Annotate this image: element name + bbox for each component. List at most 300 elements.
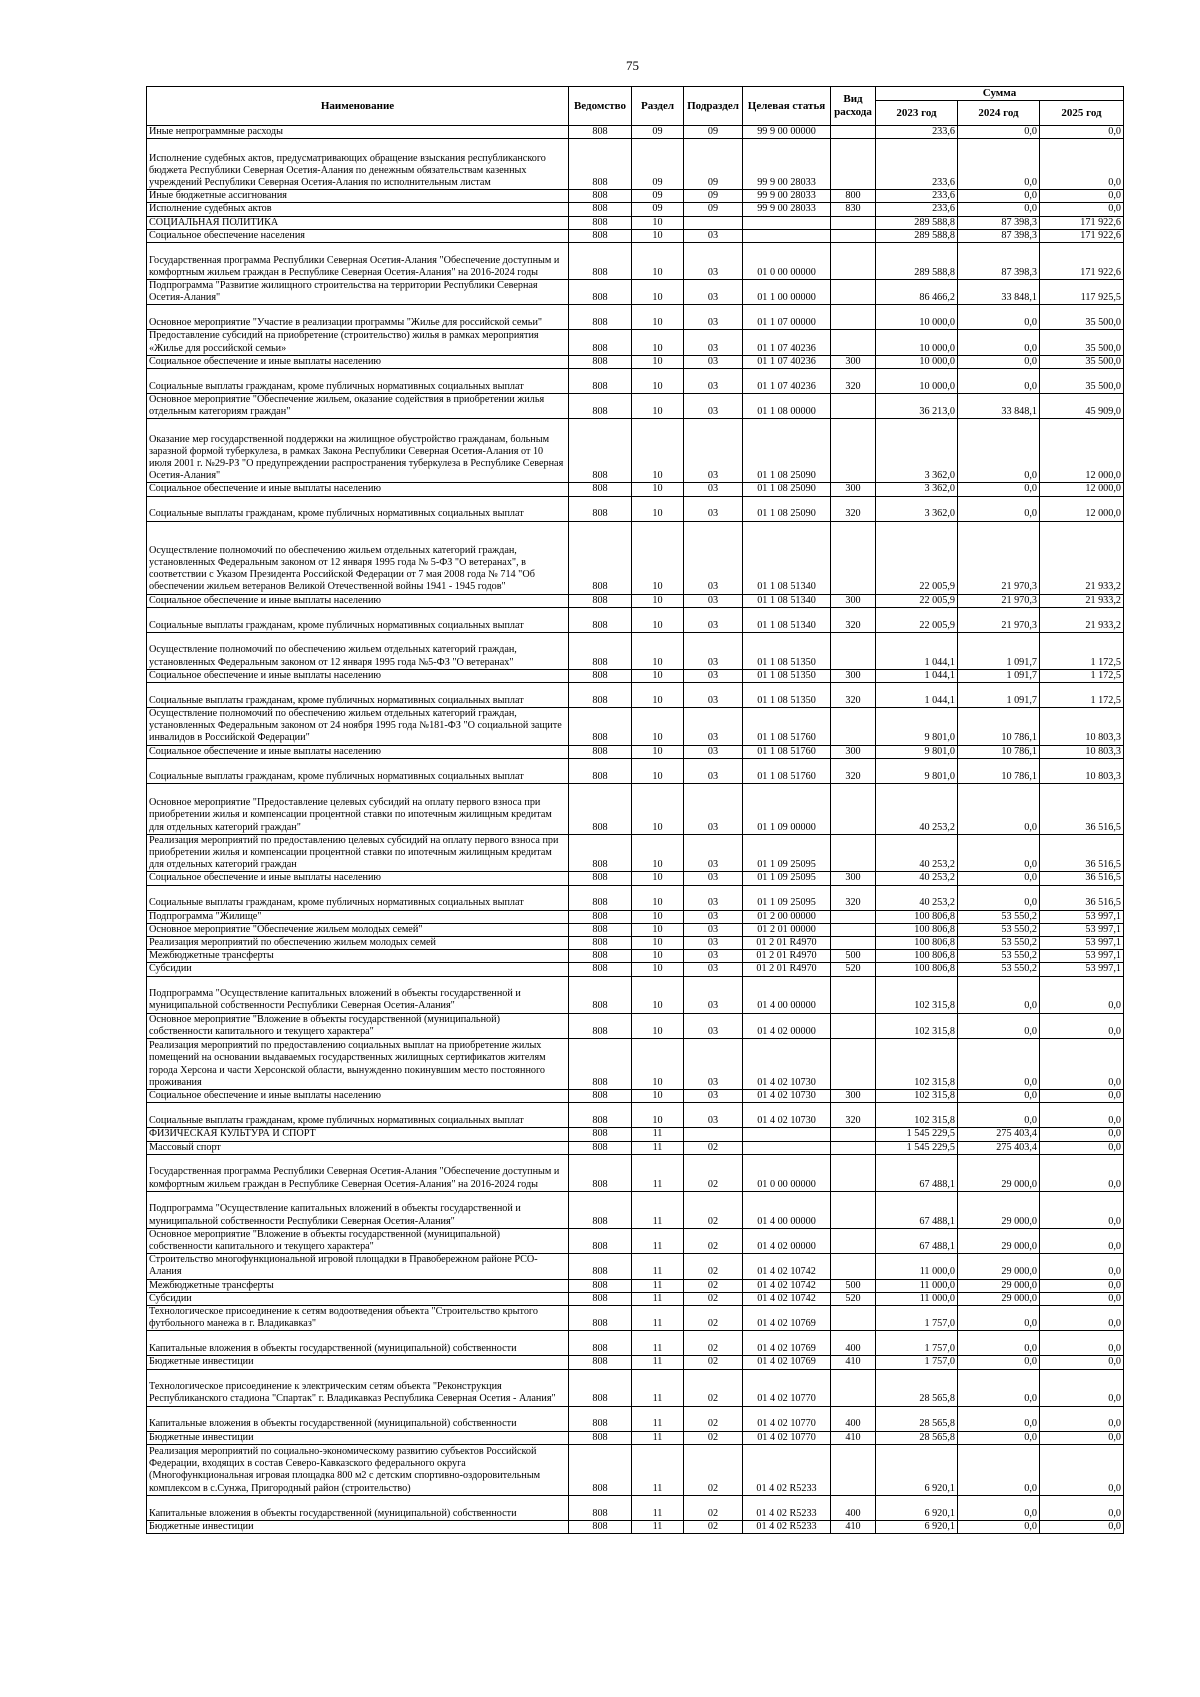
header-vedomstvo: Ведомство — [569, 87, 632, 126]
cell-vedomstvo: 808 — [569, 834, 632, 872]
cell-vedomstvo: 808 — [569, 1039, 632, 1090]
cell-sum-2023: 100 806,8 — [876, 910, 958, 923]
cell-celevaya-statya: 01 4 02 10742 — [743, 1279, 831, 1292]
cell-podrazdel: 03 — [684, 783, 743, 834]
cell-podrazdel: 03 — [684, 885, 743, 910]
table-row — [147, 190, 1124, 203]
cell-sum-2023: 102 315,8 — [876, 1039, 958, 1090]
cell-sum-2025: 21 933,2 — [1040, 607, 1124, 632]
cell-vid-raskhoda — [831, 976, 876, 1013]
cell-vid-raskhoda: 300 — [831, 1090, 876, 1103]
cell-razdel: 11 — [632, 1154, 684, 1191]
cell-razdel: 11 — [632, 1254, 684, 1279]
cell-vid-raskhoda: 320 — [831, 758, 876, 783]
cell-sum-2025: 0,0 — [1040, 1228, 1124, 1253]
cell-sum-2023: 40 253,2 — [876, 885, 958, 910]
cell-sum-2023: 36 213,0 — [876, 394, 958, 419]
cell-podrazdel: 03 — [684, 243, 743, 280]
cell-vid-raskhoda: 410 — [831, 1520, 876, 1533]
cell-razdel: 11 — [632, 1292, 684, 1305]
cell-sum-2025: 53 997,1 — [1040, 923, 1124, 936]
cell-celevaya-statya: 01 2 01 00000 — [743, 923, 831, 936]
cell-razdel: 11 — [632, 1305, 684, 1330]
cell-razdel: 10 — [632, 496, 684, 521]
cell-vedomstvo: 808 — [569, 976, 632, 1013]
table-row — [147, 330, 1124, 355]
header-2025: 2025 год — [1040, 101, 1124, 126]
table-row — [147, 1431, 1124, 1444]
cell-razdel: 10 — [632, 950, 684, 963]
cell-celevaya-statya: 01 1 08 25090 — [743, 483, 831, 496]
cell-vedomstvo: 808 — [569, 1495, 632, 1520]
cell-vedomstvo: 808 — [569, 1520, 632, 1533]
cell-razdel: 10 — [632, 1090, 684, 1103]
cell-podrazdel: 03 — [684, 229, 743, 242]
cell-sum-2024: 1 091,7 — [958, 669, 1040, 682]
cell-name: Подпрограмма "Жилище" — [147, 910, 569, 923]
cell-sum-2025: 35 500,0 — [1040, 305, 1124, 330]
cell-sum-2023: 10 000,0 — [876, 355, 958, 368]
cell-sum-2023: 6 920,1 — [876, 1520, 958, 1533]
table-row — [147, 126, 1124, 139]
cell-sum-2024: 0,0 — [958, 305, 1040, 330]
cell-podrazdel: 02 — [684, 1141, 743, 1154]
cell-vedomstvo: 808 — [569, 937, 632, 950]
cell-sum-2025: 10 803,3 — [1040, 745, 1124, 758]
table-header-row — [147, 87, 1124, 101]
cell-vedomstvo: 808 — [569, 758, 632, 783]
cell-name: Социальное обеспечение и иные выплаты населению — [147, 483, 569, 496]
header-vid-raskhoda: Вид расхода — [831, 87, 876, 126]
cell-name: Социальное обеспечение и иные выплаты населению — [147, 872, 569, 885]
cell-sum-2025: 0,0 — [1040, 1013, 1124, 1038]
cell-podrazdel: 03 — [684, 419, 743, 483]
cell-podrazdel: 03 — [684, 963, 743, 976]
cell-razdel: 11 — [632, 1431, 684, 1444]
table-row — [147, 355, 1124, 368]
cell-razdel: 10 — [632, 216, 684, 229]
table-row — [147, 203, 1124, 216]
cell-celevaya-statya: 01 4 02 10730 — [743, 1090, 831, 1103]
cell-sum-2025: 53 997,1 — [1040, 963, 1124, 976]
cell-sum-2025: 0,0 — [1040, 139, 1124, 190]
cell-sum-2024: 10 786,1 — [958, 745, 1040, 758]
cell-razdel: 10 — [632, 419, 684, 483]
cell-vid-raskhoda — [831, 708, 876, 746]
cell-sum-2023: 11 000,0 — [876, 1292, 958, 1305]
cell-podrazdel: 09 — [684, 139, 743, 190]
cell-podrazdel: 09 — [684, 126, 743, 139]
cell-vid-raskhoda — [831, 521, 876, 594]
cell-name: Социальные выплаты гражданам, кроме публичных нормативных социальных выплат — [147, 758, 569, 783]
cell-sum-2023: 40 253,2 — [876, 783, 958, 834]
cell-vedomstvo: 808 — [569, 394, 632, 419]
cell-podrazdel: 09 — [684, 203, 743, 216]
cell-vid-raskhoda — [831, 1369, 876, 1406]
cell-vid-raskhoda — [831, 1141, 876, 1154]
cell-sum-2023: 3 362,0 — [876, 496, 958, 521]
cell-sum-2023: 9 801,0 — [876, 758, 958, 783]
cell-sum-2025: 36 516,5 — [1040, 834, 1124, 872]
cell-vedomstvo: 808 — [569, 910, 632, 923]
cell-sum-2024: 87 398,3 — [958, 216, 1040, 229]
cell-celevaya-statya: 99 9 00 28033 — [743, 190, 831, 203]
cell-vid-raskhoda — [831, 305, 876, 330]
cell-podrazdel: 02 — [684, 1495, 743, 1520]
cell-vedomstvo: 808 — [569, 632, 632, 669]
table-row — [147, 216, 1124, 229]
cell-sum-2024: 0,0 — [958, 190, 1040, 203]
cell-sum-2024: 29 000,0 — [958, 1191, 1040, 1228]
table-body — [147, 126, 1124, 1534]
cell-razdel: 10 — [632, 229, 684, 242]
cell-sum-2024: 21 970,3 — [958, 521, 1040, 594]
cell-sum-2025: 171 922,6 — [1040, 243, 1124, 280]
cell-vedomstvo: 808 — [569, 594, 632, 607]
cell-sum-2025: 0,0 — [1040, 1128, 1124, 1141]
cell-celevaya-statya: 01 4 02 10770 — [743, 1406, 831, 1431]
cell-sum-2023: 22 005,9 — [876, 594, 958, 607]
cell-celevaya-statya: 01 1 08 25090 — [743, 496, 831, 521]
cell-celevaya-statya: 99 9 00 28033 — [743, 139, 831, 190]
cell-sum-2024: 29 000,0 — [958, 1154, 1040, 1191]
cell-sum-2025: 0,0 — [1040, 1154, 1124, 1191]
cell-sum-2023: 10 000,0 — [876, 305, 958, 330]
cell-sum-2025: 35 500,0 — [1040, 355, 1124, 368]
cell-vid-raskhoda: 320 — [831, 496, 876, 521]
cell-vedomstvo: 808 — [569, 783, 632, 834]
cell-vid-raskhoda: 320 — [831, 683, 876, 708]
cell-sum-2024: 33 848,1 — [958, 394, 1040, 419]
cell-name: Капитальные вложения в объекты государственной (муниципальной) собственности — [147, 1406, 569, 1431]
cell-sum-2025: 45 909,0 — [1040, 394, 1124, 419]
cell-sum-2024: 0,0 — [958, 1013, 1040, 1038]
cell-name: Строительство многофункциональной игровой площадки в Правобережном районе РСО-Алания — [147, 1254, 569, 1279]
cell-vid-raskhoda: 400 — [831, 1406, 876, 1431]
cell-vedomstvo: 808 — [569, 243, 632, 280]
cell-celevaya-statya: 01 4 02 00000 — [743, 1228, 831, 1253]
table-row — [147, 1039, 1124, 1090]
cell-sum-2024: 0,0 — [958, 834, 1040, 872]
table-row — [147, 607, 1124, 632]
cell-vid-raskhoda: 520 — [831, 1292, 876, 1305]
cell-razdel: 09 — [632, 190, 684, 203]
cell-sum-2025: 21 933,2 — [1040, 521, 1124, 594]
cell-sum-2024: 0,0 — [958, 1331, 1040, 1356]
cell-sum-2023: 1 545 229,5 — [876, 1141, 958, 1154]
cell-sum-2025: 0,0 — [1040, 190, 1124, 203]
cell-name: Осуществление полномочий по обеспечению жильем отдельных категорий граждан, установленных Федеральным законом от 12 января 1995 года № 5-ФЗ "О ветеранах", в соответствии с Указом Президента Российской Федерации от 7 мая 2008 года № 714 "Об обеспечении жильем ветеранов Великой Отечественной войны 1941 - 1945 годов" — [147, 521, 569, 594]
cell-vid-raskhoda — [831, 330, 876, 355]
cell-sum-2023: 100 806,8 — [876, 937, 958, 950]
cell-name: ФИЗИЧЕСКАЯ КУЛЬТУРА И СПОРТ — [147, 1128, 569, 1141]
table-row — [147, 1444, 1124, 1495]
cell-razdel: 10 — [632, 280, 684, 305]
cell-vid-raskhoda: 300 — [831, 355, 876, 368]
cell-sum-2023: 67 488,1 — [876, 1228, 958, 1253]
cell-sum-2025: 171 922,6 — [1040, 229, 1124, 242]
table-row — [147, 1228, 1124, 1253]
cell-celevaya-statya: 01 1 09 25095 — [743, 834, 831, 872]
table-row — [147, 950, 1124, 963]
cell-sum-2023: 233,6 — [876, 126, 958, 139]
cell-name: Основное мероприятие "Вложение в объекты государственной (муниципальной) собственности капитального и текущего характера" — [147, 1228, 569, 1253]
cell-name: Реализация мероприятий по предоставлению целевых субсидий на оплату первого взноса при приобретении жилья и компенсации процентной ставки по ипотечным жилищным кредитам для отдельных категорий граждан — [147, 834, 569, 872]
cell-sum-2025: 0,0 — [1040, 1431, 1124, 1444]
cell-sum-2024: 87 398,3 — [958, 243, 1040, 280]
cell-sum-2023: 28 565,8 — [876, 1431, 958, 1444]
cell-podrazdel: 02 — [684, 1444, 743, 1495]
cell-vedomstvo: 808 — [569, 216, 632, 229]
cell-podrazdel: 03 — [684, 950, 743, 963]
cell-name: Социальное обеспечение и иные выплаты населению — [147, 1090, 569, 1103]
cell-vedomstvo: 808 — [569, 1128, 632, 1141]
cell-razdel: 10 — [632, 669, 684, 682]
cell-sum-2024: 21 970,3 — [958, 607, 1040, 632]
table-row — [147, 708, 1124, 746]
cell-celevaya-statya: 01 4 02 10742 — [743, 1254, 831, 1279]
cell-razdel: 11 — [632, 1520, 684, 1533]
cell-name: Государственная программа Республики Северная Осетия-Алания "Обеспечение доступным и комфортным жильем граждан в Республике Северная Осетия-Алания" на 2016-2024 годы — [147, 243, 569, 280]
cell-podrazdel: 03 — [684, 521, 743, 594]
cell-sum-2025: 53 997,1 — [1040, 937, 1124, 950]
cell-sum-2025: 53 997,1 — [1040, 950, 1124, 963]
cell-vedomstvo: 808 — [569, 190, 632, 203]
cell-sum-2025: 1 172,5 — [1040, 632, 1124, 669]
cell-razdel: 11 — [632, 1356, 684, 1369]
cell-sum-2025: 0,0 — [1040, 1356, 1124, 1369]
cell-podrazdel: 03 — [684, 369, 743, 394]
cell-celevaya-statya: 01 4 02 10730 — [743, 1103, 831, 1128]
cell-vedomstvo: 808 — [569, 419, 632, 483]
cell-celevaya-statya: 01 4 02 R5233 — [743, 1520, 831, 1533]
cell-sum-2025: 0,0 — [1040, 1279, 1124, 1292]
cell-razdel: 10 — [632, 745, 684, 758]
cell-celevaya-statya: 01 1 08 51350 — [743, 632, 831, 669]
cell-vid-raskhoda — [831, 139, 876, 190]
cell-vid-raskhoda — [831, 243, 876, 280]
cell-razdel: 10 — [632, 758, 684, 783]
table-row — [147, 1128, 1124, 1141]
cell-name: Социальное обеспечение и иные выплаты населению — [147, 355, 569, 368]
cell-vid-raskhoda — [831, 1039, 876, 1090]
cell-vid-raskhoda: 300 — [831, 872, 876, 885]
cell-podrazdel: 02 — [684, 1520, 743, 1533]
cell-vedomstvo: 808 — [569, 305, 632, 330]
cell-sum-2023: 28 565,8 — [876, 1369, 958, 1406]
cell-sum-2024: 0,0 — [958, 1495, 1040, 1520]
cell-name: Подпрограмма "Осуществление капитальных вложений в объекты государственной и муниципальной собственности Республики Северная Осетия-Алания" — [147, 976, 569, 1013]
table-row — [147, 521, 1124, 594]
cell-celevaya-statya: 01 0 00 00000 — [743, 243, 831, 280]
cell-vid-raskhoda: 320 — [831, 885, 876, 910]
cell-sum-2023: 1 545 229,5 — [876, 1128, 958, 1141]
cell-celevaya-statya: 01 1 07 40236 — [743, 330, 831, 355]
cell-celevaya-statya: 01 1 07 40236 — [743, 355, 831, 368]
cell-razdel: 10 — [632, 937, 684, 950]
table-row — [147, 1520, 1124, 1533]
cell-celevaya-statya: 01 4 02 10730 — [743, 1039, 831, 1090]
cell-sum-2025: 12 000,0 — [1040, 496, 1124, 521]
table-row — [147, 394, 1124, 419]
cell-razdel: 10 — [632, 885, 684, 910]
cell-sum-2023: 6 920,1 — [876, 1444, 958, 1495]
cell-podrazdel: 03 — [684, 496, 743, 521]
table-row — [147, 872, 1124, 885]
cell-sum-2024: 29 000,0 — [958, 1254, 1040, 1279]
cell-name: Основное мероприятие "Обеспечение жильем, оказание содействия в приобретении жилья отдельным категориям граждан" — [147, 394, 569, 419]
cell-sum-2024: 0,0 — [958, 1444, 1040, 1495]
cell-vedomstvo: 808 — [569, 1305, 632, 1330]
cell-sum-2025: 0,0 — [1040, 203, 1124, 216]
cell-sum-2024: 0,0 — [958, 139, 1040, 190]
cell-vedomstvo: 808 — [569, 923, 632, 936]
cell-sum-2024: 0,0 — [958, 1369, 1040, 1406]
cell-celevaya-statya: 01 2 01 R4970 — [743, 950, 831, 963]
cell-celevaya-statya: 99 9 00 00000 — [743, 126, 831, 139]
cell-name: Социальное обеспечение населения — [147, 229, 569, 242]
cell-podrazdel: 03 — [684, 280, 743, 305]
cell-razdel: 10 — [632, 594, 684, 607]
cell-vedomstvo: 808 — [569, 496, 632, 521]
cell-vedomstvo: 808 — [569, 963, 632, 976]
cell-sum-2023: 3 362,0 — [876, 483, 958, 496]
cell-sum-2025: 0,0 — [1040, 1495, 1124, 1520]
cell-name: Бюджетные инвестиции — [147, 1520, 569, 1533]
cell-vedomstvo: 808 — [569, 521, 632, 594]
cell-vedomstvo: 808 — [569, 745, 632, 758]
cell-vedomstvo: 808 — [569, 229, 632, 242]
table-row — [147, 976, 1124, 1013]
table-row — [147, 1090, 1124, 1103]
cell-razdel: 11 — [632, 1279, 684, 1292]
cell-sum-2025: 0,0 — [1040, 1103, 1124, 1128]
cell-podrazdel: 03 — [684, 758, 743, 783]
cell-celevaya-statya: 01 4 02 R5233 — [743, 1444, 831, 1495]
cell-razdel: 10 — [632, 369, 684, 394]
cell-razdel: 10 — [632, 1013, 684, 1038]
cell-sum-2025: 117 925,5 — [1040, 280, 1124, 305]
cell-celevaya-statya: 01 1 08 51760 — [743, 745, 831, 758]
table-row — [147, 1191, 1124, 1228]
cell-sum-2025: 0,0 — [1040, 1141, 1124, 1154]
cell-sum-2023: 86 466,2 — [876, 280, 958, 305]
cell-sum-2025: 36 516,5 — [1040, 885, 1124, 910]
cell-name: Капитальные вложения в объекты государственной (муниципальной) собственности — [147, 1331, 569, 1356]
cell-podrazdel: 03 — [684, 607, 743, 632]
cell-vid-raskhoda: 320 — [831, 607, 876, 632]
cell-sum-2025: 0,0 — [1040, 1305, 1124, 1330]
header-2024: 2024 год — [958, 101, 1040, 126]
cell-vedomstvo: 808 — [569, 1369, 632, 1406]
cell-celevaya-statya: 01 2 01 R4970 — [743, 963, 831, 976]
cell-sum-2024: 53 550,2 — [958, 963, 1040, 976]
cell-podrazdel: 03 — [684, 745, 743, 758]
cell-razdel: 10 — [632, 910, 684, 923]
cell-name: Иные непрограммные расходы — [147, 126, 569, 139]
cell-celevaya-statya: 01 1 09 25095 — [743, 885, 831, 910]
cell-podrazdel: 03 — [684, 305, 743, 330]
cell-podrazdel: 02 — [684, 1331, 743, 1356]
cell-name: Бюджетные инвестиции — [147, 1431, 569, 1444]
cell-sum-2025: 0,0 — [1040, 976, 1124, 1013]
cell-sum-2024: 1 091,7 — [958, 632, 1040, 669]
cell-razdel: 10 — [632, 394, 684, 419]
cell-vedomstvo: 808 — [569, 1154, 632, 1191]
cell-name: Оказание мер государственной поддержки на жилищное обустройство гражданам, больным заразной формой туберкулеза, в рамках Закона Республики Северная Осетия-Алания от 10 июля 2001 г. №29-РЗ "О предупреждении распространения туберкулеза в Республике Северная Осетия-Алания" — [147, 419, 569, 483]
cell-sum-2024: 0,0 — [958, 976, 1040, 1013]
cell-podrazdel — [684, 1128, 743, 1141]
cell-name: Субсидии — [147, 1292, 569, 1305]
cell-sum-2025: 12 000,0 — [1040, 419, 1124, 483]
cell-celevaya-statya: 01 4 02 10769 — [743, 1331, 831, 1356]
cell-razdel: 11 — [632, 1369, 684, 1406]
cell-sum-2025: 21 933,2 — [1040, 594, 1124, 607]
cell-celevaya-statya: 01 0 00 00000 — [743, 1154, 831, 1191]
cell-vid-raskhoda — [831, 229, 876, 242]
cell-celevaya-statya: 01 4 02 10769 — [743, 1356, 831, 1369]
table-row — [147, 834, 1124, 872]
cell-name: Социальное обеспечение и иные выплаты населению — [147, 669, 569, 682]
cell-razdel: 10 — [632, 305, 684, 330]
cell-name: Субсидии — [147, 963, 569, 976]
cell-podrazdel: 02 — [684, 1406, 743, 1431]
cell-vid-raskhoda — [831, 834, 876, 872]
cell-vedomstvo: 808 — [569, 483, 632, 496]
cell-name: Основное мероприятие "Вложение в объекты государственной (муниципальной) собственности капитального и текущего характера" — [147, 1013, 569, 1038]
cell-podrazdel: 03 — [684, 669, 743, 682]
cell-sum-2023: 1 044,1 — [876, 683, 958, 708]
cell-sum-2024: 53 550,2 — [958, 923, 1040, 936]
cell-sum-2024: 1 091,7 — [958, 683, 1040, 708]
cell-vid-raskhoda — [831, 126, 876, 139]
cell-sum-2023: 1 757,0 — [876, 1331, 958, 1356]
cell-vid-raskhoda — [831, 280, 876, 305]
table-row — [147, 483, 1124, 496]
cell-vid-raskhoda — [831, 1444, 876, 1495]
cell-name: Реализация мероприятий по обеспечению жильем молодых семей — [147, 937, 569, 950]
cell-razdel: 10 — [632, 243, 684, 280]
cell-podrazdel: 02 — [684, 1305, 743, 1330]
table-row — [147, 937, 1124, 950]
table-row — [147, 496, 1124, 521]
cell-vedomstvo: 808 — [569, 280, 632, 305]
cell-vedomstvo: 808 — [569, 872, 632, 885]
cell-celevaya-statya: 01 4 02 R5233 — [743, 1495, 831, 1520]
cell-sum-2023: 3 362,0 — [876, 419, 958, 483]
cell-vid-raskhoda: 500 — [831, 1279, 876, 1292]
cell-sum-2025: 35 500,0 — [1040, 369, 1124, 394]
cell-sum-2024: 0,0 — [958, 1103, 1040, 1128]
cell-podrazdel: 02 — [684, 1356, 743, 1369]
cell-sum-2025: 0,0 — [1040, 1292, 1124, 1305]
cell-podrazdel: 03 — [684, 937, 743, 950]
cell-vid-raskhoda: 300 — [831, 745, 876, 758]
cell-vid-raskhoda — [831, 783, 876, 834]
cell-vid-raskhoda — [831, 1305, 876, 1330]
cell-sum-2024: 0,0 — [958, 1305, 1040, 1330]
cell-sum-2024: 10 786,1 — [958, 708, 1040, 746]
cell-name: Межбюджетные трансферты — [147, 1279, 569, 1292]
cell-vedomstvo: 808 — [569, 355, 632, 368]
cell-razdel: 09 — [632, 126, 684, 139]
cell-sum-2024: 0,0 — [958, 783, 1040, 834]
cell-razdel: 11 — [632, 1191, 684, 1228]
cell-sum-2025: 1 172,5 — [1040, 683, 1124, 708]
cell-celevaya-statya: 01 1 09 00000 — [743, 783, 831, 834]
cell-sum-2024: 0,0 — [958, 1431, 1040, 1444]
cell-celevaya-statya: 01 1 08 51760 — [743, 708, 831, 746]
